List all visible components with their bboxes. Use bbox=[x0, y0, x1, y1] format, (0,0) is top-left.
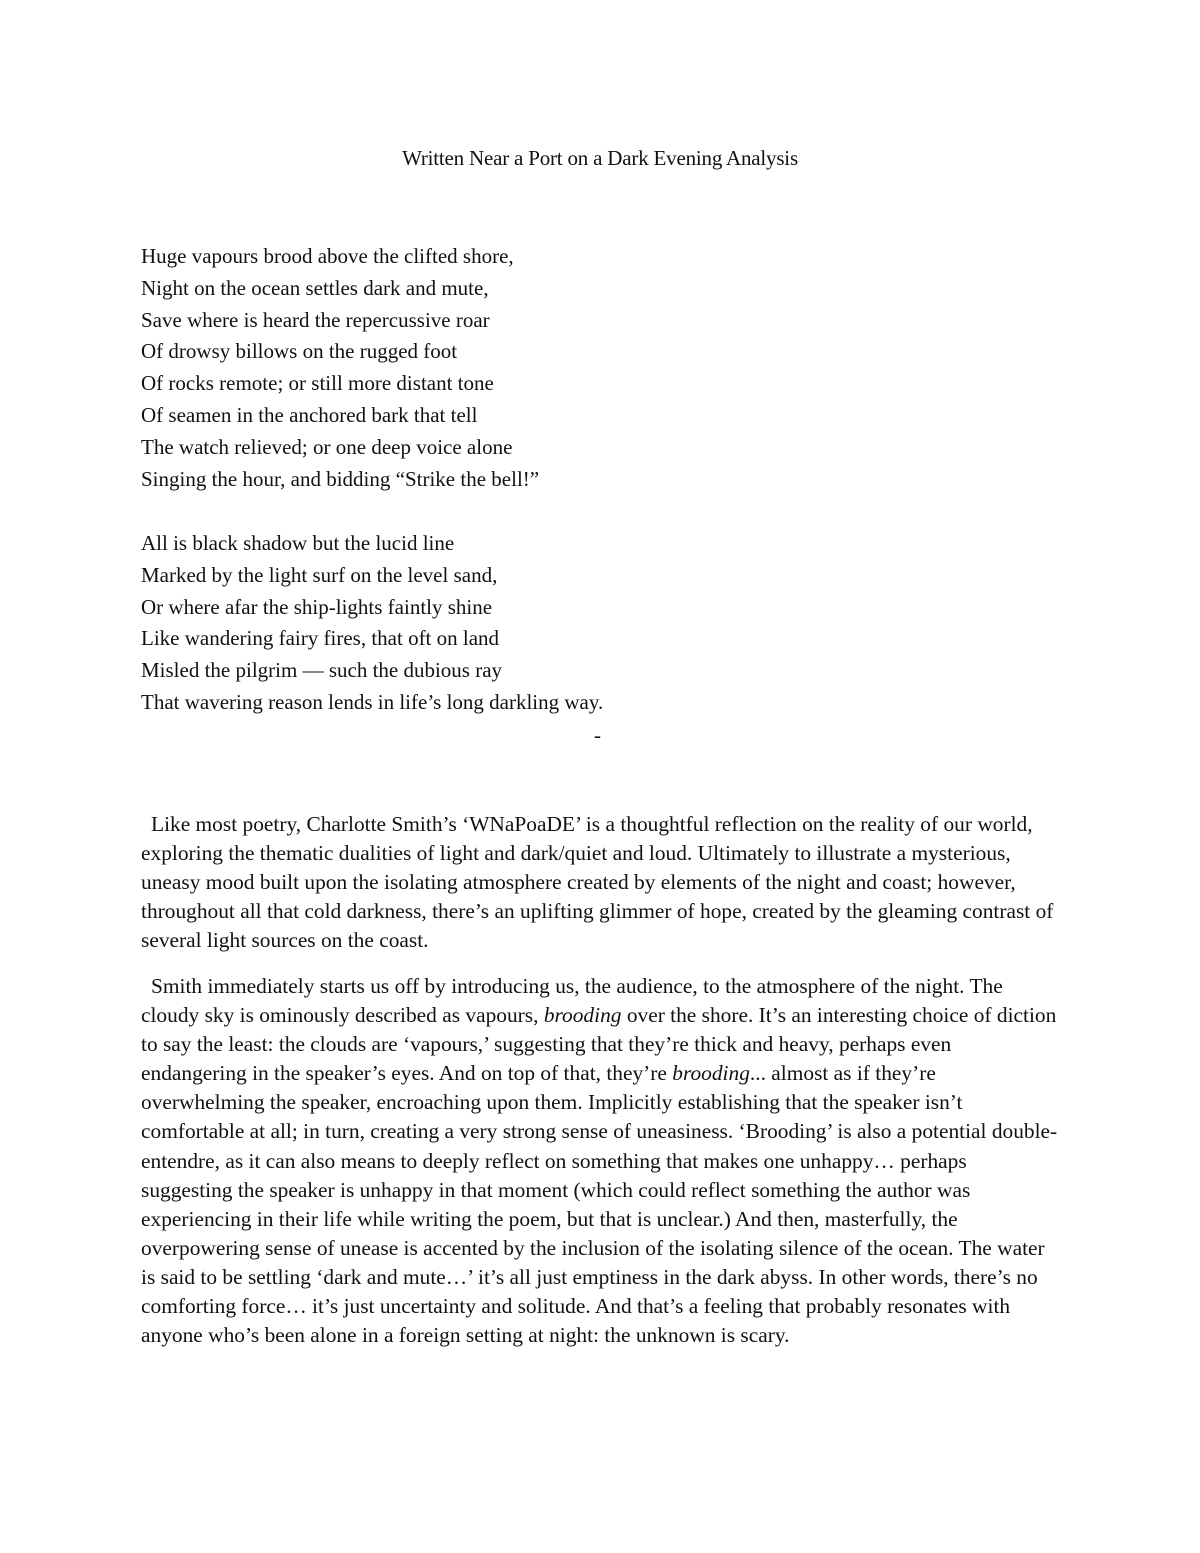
section-separator: - bbox=[594, 723, 601, 747]
essay-paragraph-1 bbox=[141, 810, 1061, 955]
poem-line: Of rocks remote; or still more distant tone bbox=[141, 371, 494, 396]
poem-line: Like wandering fairy fires, that oft on land bbox=[141, 626, 500, 651]
poem-line: Of seamen in the anchored bark that tell bbox=[141, 402, 478, 427]
paragraph-text-segment: Smith immediately starts us off by introducing us, the audience, to the atmosphere of the night. The cloudy sky is ominously described as vapours, bbox=[141, 974, 1003, 1028]
italic-emphasis: brooding bbox=[543, 1003, 622, 1028]
poem-line: Or where afar the ship-lights faintly shine bbox=[141, 594, 493, 619]
paragraph-text-segment: ... almost as if they’re overwhelming the speaker, encroaching upon them. Implicitly establishing that the speaker isn’t comfortable at all; in turn, creating a very strong sense of uneasiness. ‘Brooding’ is also a potential double-entendre, as it can also means to deeply reflect on something that makes one unhappy… perhaps suggesting the speaker is unhappy in that moment (which could reflect something the author was experiencing in their life while writing the poem, but that is unclear.) And then, masterfully, the overpowering sense of unease is accented by the inclusion of the isolating silence of the ocean. The water is said to be settling ‘dark and mute…’ it’s all just emptiness in the dark abyss. In other words, there’s no comforting force… it’s just uncertainty and solitude. And that’s a feeling that probably resonates with anyone who’s been alone in a foreign setting at night: the unknown is scary. bbox=[141, 1061, 1058, 1348]
italic-emphasis: brooding bbox=[672, 1061, 750, 1086]
poem-line: That wavering reason lends in life’s long darkling way. bbox=[141, 689, 604, 714]
poem-stanza-1 bbox=[141, 241, 1041, 495]
poem-line: Save where is heard the repercussive roar bbox=[141, 307, 490, 332]
poem-line: All is black shadow but the lucid line bbox=[141, 531, 455, 555]
document-title: Written Near a Port on a Dark Evening Analysis bbox=[402, 146, 798, 170]
poem-line: The watch relieved; or one deep voice alone bbox=[141, 434, 513, 459]
paragraph-text bbox=[141, 972, 1061, 1350]
poem-line: Huge vapours brood above the clifted shore, bbox=[141, 244, 514, 268]
poem-stanza-2 bbox=[141, 528, 1041, 719]
essay-paragraph-2 bbox=[141, 972, 1061, 1350]
poem-line: Marked by the light surf on the level sand, bbox=[141, 562, 498, 587]
poem-line: Misled the pilgrim — such the dubious ray bbox=[141, 658, 503, 683]
paragraph-text-segment: over the shore. It’s an interesting choice of diction to say the least: the clouds are ‘vapours,’ suggesting that they’re thick and heavy, perhaps even endangering in the speaker’s eyes. And on top of that, they’re bbox=[141, 1003, 1057, 1086]
poem-line: Singing the hour, and bidding “Strike the bell!” bbox=[141, 466, 540, 491]
poem-line: Of drowsy billows on the rugged foot bbox=[141, 339, 458, 364]
paragraph-text: Like most poetry, Charlotte Smith’s ‘WNaPoaDE’ is a thoughtful reflection on the reality of our world, exploring the thematic dualities of light and dark/quiet and loud. Ultimately to illustrate a mysterious, uneasy mood built upon the isolating atmosphere created by elements of the night and coast; however, throughout all that cold darkness, there’s an uplifting glimmer of hope, created by the gleaming contrast of several light sources on the coast. bbox=[141, 812, 1054, 953]
poem-line: Night on the ocean settles dark and mute, bbox=[141, 275, 489, 300]
